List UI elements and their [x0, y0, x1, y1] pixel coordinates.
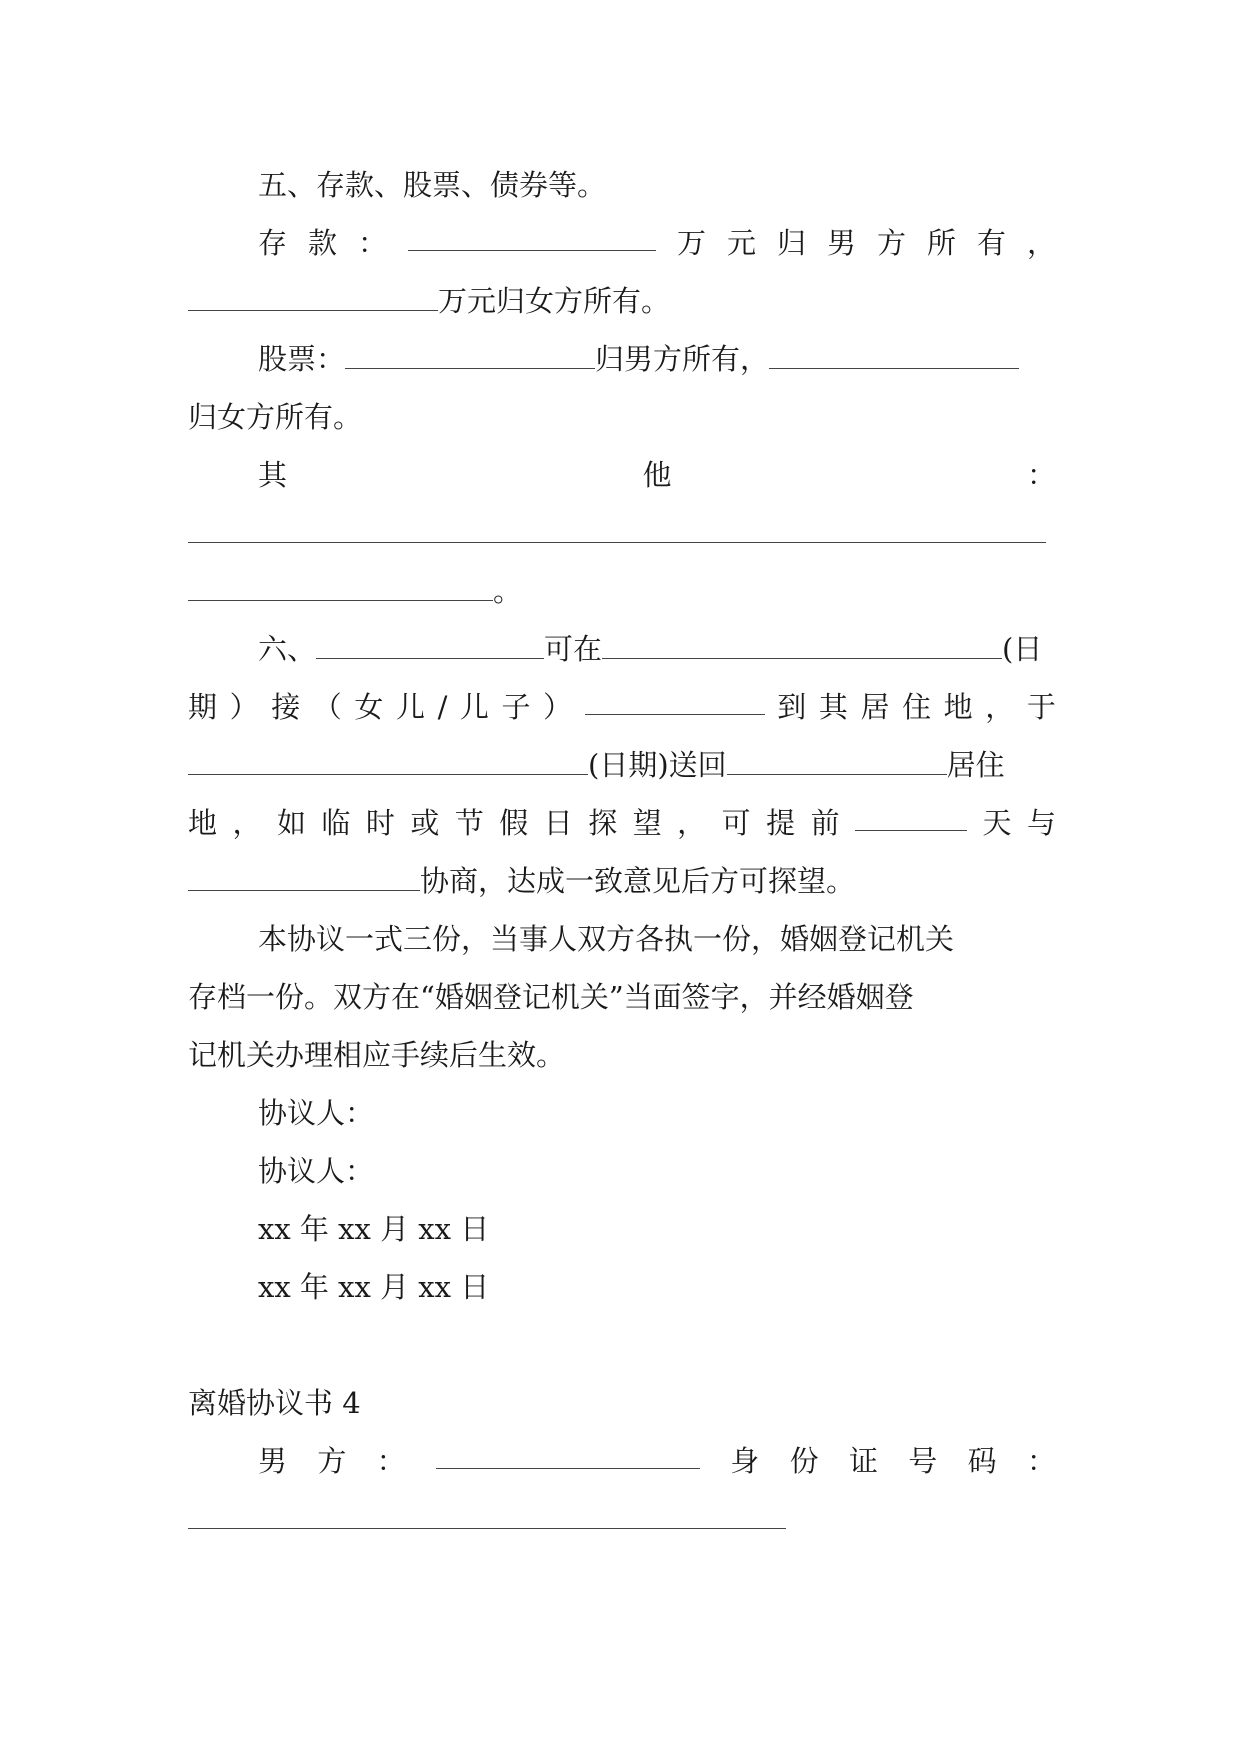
stocks-male-blank[interactable] — [345, 344, 595, 369]
s6-l2-b-7: 于 — [1026, 690, 1056, 724]
s6-l4-a-11: 望 — [632, 806, 662, 840]
s6-l2-b-1: 到 — [777, 690, 807, 724]
s6-blank-1[interactable] — [316, 634, 544, 659]
deposit-male-8: ， — [1026, 226, 1056, 260]
doc4-id-2: 份 — [789, 1444, 819, 1478]
deposit-male-3: 归 — [776, 226, 806, 260]
stocks-label: 股票： — [258, 342, 346, 376]
s6-l2-b-3: 居 — [860, 690, 890, 724]
deposit-male-blank[interactable] — [408, 226, 656, 251]
s6-l2-a-9: 子 — [501, 690, 531, 724]
s6-blank-5[interactable] — [727, 750, 947, 775]
s6-l2-a-8: 儿 — [459, 690, 489, 724]
signature-party-1: 协议人： — [258, 1096, 375, 1130]
deposit-male-5: 方 — [876, 226, 906, 260]
deposit-female-text: 万元归女方所有。 — [438, 284, 671, 318]
doc4-id-1: 身 — [730, 1444, 760, 1478]
agreement-line-1: 本协议一式三份，当事人双方各执一份，婚姻登记机关 — [258, 922, 955, 956]
s6-l2-b-2: 其 — [818, 690, 848, 724]
s6-l4-a-3: 如 — [276, 806, 306, 840]
s6-l2-a-5: 女 — [354, 690, 384, 724]
signature-date-2: xx 年 xx 月 xx 日 — [258, 1270, 490, 1304]
s6-l4-a-8: 假 — [499, 806, 529, 840]
doc4-id-5: 码 — [967, 1444, 997, 1478]
s6-l2-a-6: 儿 — [395, 690, 425, 724]
s6-l2-b-4: 住 — [902, 690, 932, 724]
section6-line-3 — [188, 748, 1005, 782]
doc4-id-4: 号 — [908, 1444, 938, 1478]
s6-l3-a: (日期)送回 — [588, 748, 727, 782]
signature-party-2: 协议人： — [258, 1154, 375, 1188]
agreement-line-2: 存档一份。双方在“婚姻登记机关”当面签字，并经婚姻登 — [188, 980, 914, 1014]
deposit-female-blank[interactable] — [188, 286, 438, 311]
deposit-label-3: ： — [358, 226, 388, 260]
agreement-line-3: 记机关办理相应手续后生效。 — [188, 1038, 566, 1072]
s6-l2-b-6: ， — [985, 690, 1015, 724]
other-line — [258, 458, 1056, 492]
deposit-label-1: 存 — [258, 226, 288, 260]
other-char-1: 其 — [258, 458, 288, 492]
s6-l2-a-7: / — [437, 690, 448, 724]
s6-l4-b-1: 天 — [982, 806, 1012, 840]
other-char-3: ： — [1026, 458, 1056, 492]
doc4-male-2: 方 — [317, 1444, 347, 1478]
s6-l2-b-5: 地 — [943, 690, 973, 724]
s6-l4-b-2: 与 — [1026, 806, 1056, 840]
deposit-male-7: 有 — [976, 226, 1006, 260]
stocks-female-blank[interactable] — [769, 344, 1019, 369]
section6-line-5 — [188, 864, 855, 898]
doc4-title: 离婚协议书 4 — [188, 1386, 361, 1420]
s6-l4-a-15: 前 — [810, 806, 840, 840]
deposit-female-line — [188, 284, 670, 318]
doc4-id-6: ： — [1026, 1444, 1056, 1478]
s6-l2-a-1: 期 — [188, 690, 218, 724]
deposit-line — [258, 226, 1056, 260]
stocks-female-text: 归女方所有。 — [188, 400, 363, 434]
s6-l4-a-14: 提 — [766, 806, 796, 840]
doc4-id-blank-line — [188, 1502, 786, 1536]
other-end: 。 — [493, 574, 523, 608]
s6-l5: 协商，达成一致意见后方可探望。 — [420, 864, 856, 898]
section6-line-4 — [188, 806, 1056, 840]
doc4-male-3: ： — [376, 1444, 406, 1478]
other-blank-line-1 — [188, 516, 1046, 550]
s6-l4-a-10: 探 — [588, 806, 618, 840]
s6-blank-7[interactable] — [188, 866, 420, 891]
deposit-male-1: 万 — [676, 226, 706, 260]
s6-l4-a-12: ， — [677, 806, 707, 840]
doc4-male-line — [258, 1444, 1056, 1478]
s6-blank-3[interactable] — [585, 690, 765, 715]
doc4-male-blank[interactable] — [436, 1444, 700, 1469]
other-char-2: 他 — [642, 458, 672, 492]
s6-l4-a-4: 临 — [321, 806, 351, 840]
s6-l2-a-4: （ — [312, 690, 342, 724]
stocks-male-text: 归男方所有， — [595, 342, 770, 376]
section5-heading: 五、存款、股票、债券等。 — [258, 168, 607, 202]
s6-blank-2[interactable] — [602, 634, 1002, 659]
s6-blank-4[interactable] — [188, 750, 588, 775]
other-blank-2[interactable] — [188, 576, 493, 601]
s6-l2-a-2: ） — [229, 690, 259, 724]
doc4-id-blank[interactable] — [188, 1504, 786, 1529]
s6-l4-a-9: 日 — [543, 806, 573, 840]
s6-l1-c: (日 — [1002, 632, 1043, 666]
section6-line-1 — [258, 632, 1042, 666]
s6-l3-b: 居住 — [946, 748, 1005, 782]
deposit-label-2: 款 — [308, 226, 338, 260]
deposit-male-2: 元 — [726, 226, 756, 260]
s6-l2-a-10: ） — [543, 690, 573, 724]
stocks-line — [258, 342, 1019, 376]
other-blank-line-2 — [188, 574, 522, 608]
s6-l4-a-7: 节 — [454, 806, 484, 840]
s6-l1-a: 六、 — [258, 632, 317, 666]
section6-line-2 — [188, 690, 1056, 724]
deposit-male-4: 男 — [826, 226, 856, 260]
s6-l4-a-13: 可 — [721, 806, 751, 840]
other-blank-1[interactable] — [188, 518, 1046, 543]
s6-l1-b: 可在 — [544, 632, 603, 666]
doc4-male-1: 男 — [258, 1444, 288, 1478]
signature-date-1: xx 年 xx 月 xx 日 — [258, 1212, 490, 1246]
s6-l2-a-3: 接 — [271, 690, 301, 724]
doc4-id-3: 证 — [848, 1444, 878, 1478]
s6-blank-6[interactable] — [855, 806, 967, 831]
deposit-male-6: 所 — [926, 226, 956, 260]
s6-l4-a-6: 或 — [410, 806, 440, 840]
s6-l4-a-2: ， — [232, 806, 262, 840]
s6-l4-a-5: 时 — [365, 806, 395, 840]
s6-l4-a-1: 地 — [188, 806, 218, 840]
